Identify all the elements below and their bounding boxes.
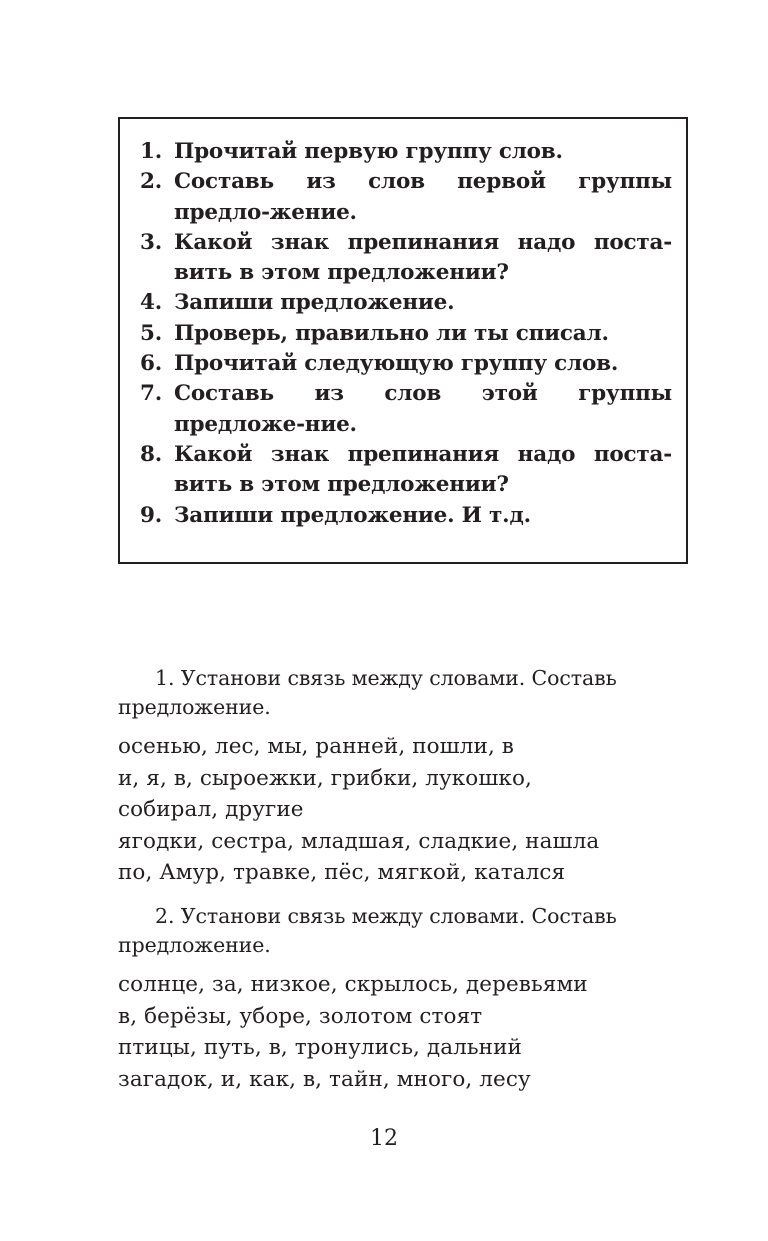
word-group-line: собирал, другие [118, 797, 304, 822]
word-group-line: в, берёзы, уборе, золотом стоят [118, 1003, 483, 1029]
word-groups [118, 731, 693, 889]
step-text: Запиши предложение. И т.д. [174, 502, 531, 528]
step-number: 8. [140, 441, 163, 467]
step-text: Составь из слов этой группы предложе-ние. [174, 381, 672, 437]
exercise-task: 2. Установи связь между словами. Составь предложение. [118, 904, 617, 957]
word-group-line: птицы, путь, в, тронулись, дальний [118, 1035, 522, 1060]
step-text: Какой знак препинания надо поста-вить в этом предложении? [174, 229, 672, 286]
step-number: 4. [140, 290, 163, 316]
step-number: 9. [140, 502, 163, 528]
step-text: Прочитай первую группу слов. [174, 139, 563, 164]
exercise-task: 1. Установи связь между словами. Составь предложение. [118, 666, 617, 719]
step-text: Составь из слов первой группы предло-жение. [174, 169, 672, 225]
step-text: Какой знак препинания надо поста-вить в этом предложении? [174, 441, 672, 498]
instruction-step-5 [140, 319, 672, 349]
step-text: Запиши предложение. [174, 290, 455, 316]
instruction-steps [140, 137, 672, 531]
step-text: Прочитай следующую группу слов. [174, 351, 619, 377]
page-number: 12 [370, 1126, 398, 1151]
step-number: 2. [140, 169, 163, 195]
instruction-step-9 [140, 501, 672, 531]
word-group-line: по, Амур, травке, пёс, мягкой, катался [118, 860, 566, 885]
step-number: 7. [140, 381, 163, 407]
word-group-line: солнце, за, низкое, скрылось, деревьями [118, 972, 588, 997]
word-groups [118, 969, 693, 1095]
instruction-step-7 [140, 379, 672, 440]
step-number: 3. [140, 229, 163, 255]
step-text: Проверь, правильно ли ты списал. [174, 320, 609, 346]
instruction-step-1 [140, 137, 672, 167]
word-group-line: и, я, в, сыроежки, грибки, лукошко, [118, 765, 532, 791]
step-number: 6. [140, 351, 163, 377]
step-number: 5. [140, 320, 163, 346]
word-group-line: загадок, и, как, в, тайн, много, лесу [118, 1066, 531, 1092]
instruction-step-3 [140, 228, 672, 289]
word-group-line: ягодки, сестра, младшая, сладкие, нашла [118, 828, 600, 854]
exercise-1 [118, 664, 693, 889]
instruction-step-6 [140, 349, 672, 379]
step-number: 1. [140, 139, 163, 164]
instruction-step-2 [140, 167, 672, 228]
word-group-line: осенью, лес, мы, ранней, пошли, в [118, 734, 515, 759]
instruction-step-4 [140, 288, 672, 318]
instruction-step-8 [140, 440, 672, 501]
exercise-2 [118, 902, 693, 1095]
instruction-box [118, 117, 688, 564]
